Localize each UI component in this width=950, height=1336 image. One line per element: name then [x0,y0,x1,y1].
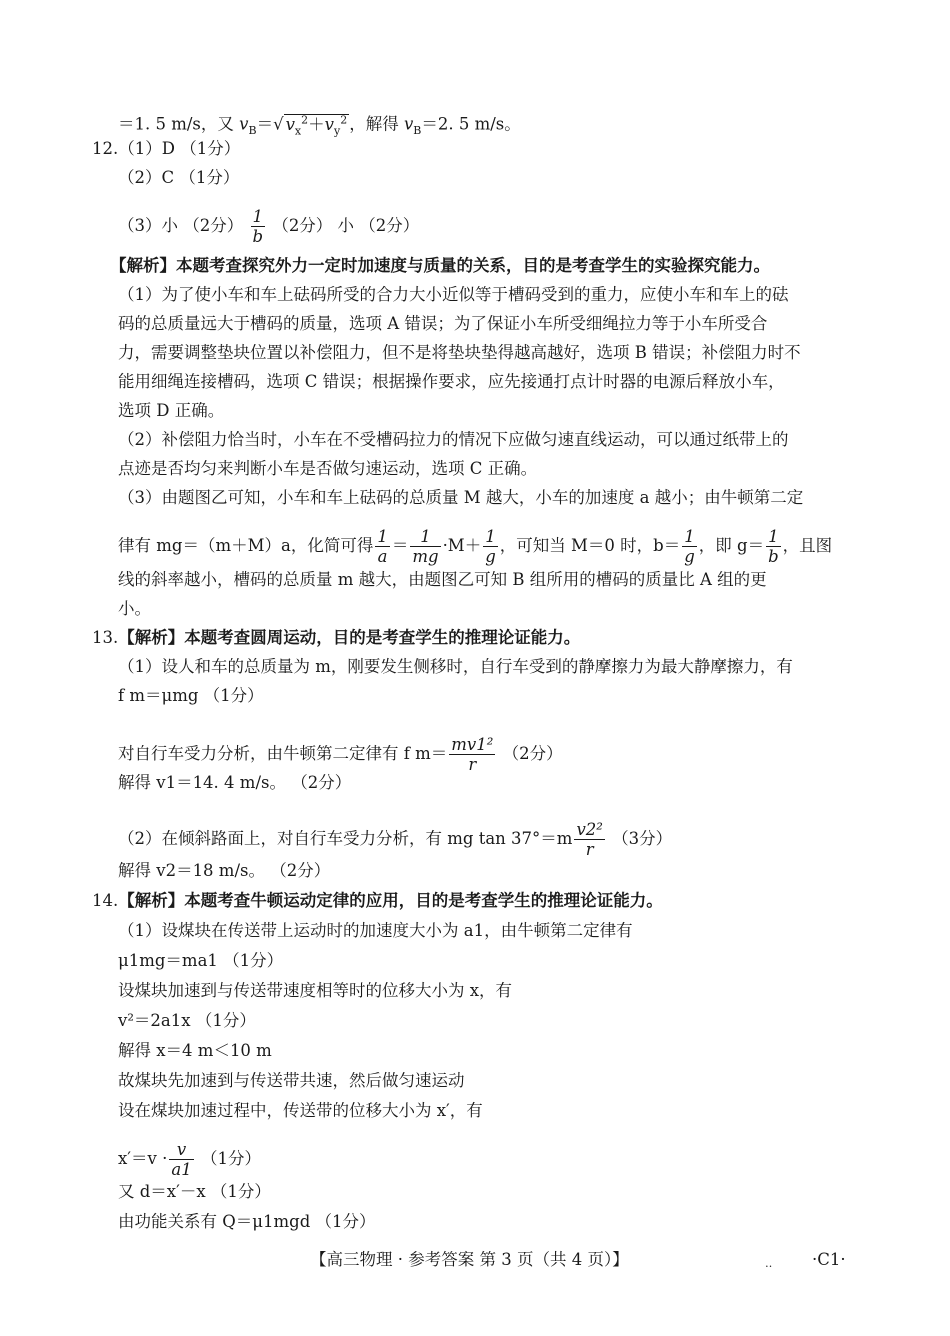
q14-l8-text: x′＝v · [118,1149,168,1168]
q11-text-a: ＝1. 5 m/s，又 [118,114,240,134]
q12-p1-line-2: 码的总质量远大于槽码的质量，选项 A 错误；为了保证小车所受细绳拉力等于小车所受合 [118,314,768,333]
q11-sub-B: B [248,123,257,137]
q11-text-b: ＝ [256,114,274,134]
footer-dash: ‥ [765,1257,773,1270]
q12-p1-line-4: 能用细绳连接槽码，选项 C 错误；根据操作要求，应先接通打点计时器的电源后释放小车， [118,372,785,391]
q14-analysis-label: 【解析】 [118,891,185,910]
q11-vx: v [285,114,295,134]
q11-sq-1: 2 [301,113,309,126]
q13-frac-2-den: r [585,840,594,859]
q13-line-4: 解得 v1＝14. 4 m/s。 （2分） [118,773,352,792]
q12-p3-line-1: （3）由题图乙可知，小车和车上砝码的总质量 M 越大，小车的加速度 a 越小；由牛顿第二定 [118,488,804,507]
q13-line-5 [118,820,672,859]
q14-analysis-text: 本题考查牛顿运动定律的应用，目的是考查学生的推理论证能力。 [184,891,663,910]
q12-p1-line-5: 选项 D 正确。 [118,401,225,420]
q14-line-5: 解得 x＝4 m＜10 m [118,1041,272,1060]
q11-vB: v [239,114,249,134]
q13-l3-text: 对自行车受力分析，由牛顿第二定律有 f m＝ [118,744,448,763]
q14-number: 14. [92,891,119,910]
q12-frac-1-den: a [377,547,388,566]
q13-heading [92,627,580,649]
q14-line-6: 故煤块先加速到与传送带共速，然后做匀速运动 [118,1071,465,1090]
q12-a3-den: b [252,227,264,246]
q14-frac-v-a1 [169,1140,193,1179]
q13-l3-score: （2分） [502,744,563,763]
q13-l5-score: （3分） [612,829,673,848]
q12-p2-line-2: 点迹是否均匀来判断小车是否做匀速运动，选项 C 正确。 [118,459,538,478]
q14-frac-den: a1 [171,1160,192,1179]
q12-analysis-text: 本题考查探究外力一定时加速度与质量的关系，目的是考查学生的实验探究能力。 [176,256,770,275]
q12-p3-text-e: ，即 g＝ [698,536,765,555]
q11-plus: ＋ [308,114,325,134]
q14-heading [92,890,663,912]
q13-frac-1-den: r [468,755,477,774]
q12-frac-3-num: 1 [483,527,498,547]
q12-frac-1-mg [410,527,440,566]
q12-answer-2: （2）C （1分） [118,168,240,187]
q12-p2-line-1: （2）补偿阻力恰当时，小车在不受槽码拉力的情况下应做匀速直线运动，可以通过纸带上的 [118,430,789,449]
q12-frac-4-den: g [684,547,695,566]
q12-p1-line-3: 力，需要调整垫块位置以补偿阻力，但不是将垫块垫得越高越好，选项 B 错误；补偿阻力时不 [118,343,801,362]
footer-title: 【高三物理 · 参考答案 第 3 页（共 4 页）】 [310,1250,629,1269]
q14-line-8 [118,1140,261,1179]
q13-frac-mv1-r [449,735,495,774]
q11-text-c: ，解得 [349,114,404,134]
q13-analysis-text: 本题考查圆周运动，目的是考查学生的推理论证能力。 [184,628,581,647]
q12-frac-4-num: 1 [682,527,697,547]
q14-line-3: 设煤块加速到与传送带速度相等时的位移大小为 x，有 [118,981,513,1000]
q12-frac-g-b [766,527,781,566]
q11-sub-B-2: B [413,123,422,137]
q11-text-d: ＝2. 5 m/s。 [421,114,521,134]
q14-l8-score: （1分） [200,1149,261,1168]
q13-line-3 [118,735,563,774]
q11-tail-line [118,109,521,142]
q12-a3-fraction [251,207,266,246]
q13-line-1: （1）设人和车的总质量为 m，刚要发生侧移时，自行车受到的静摩擦力为最大静摩擦力，有 [118,657,793,676]
q12-a3-pre: （3）小 （2分） [118,216,244,235]
q12-p3-line-4: 小。 [118,599,151,618]
q12-p3-text-c: ·M＋ [442,536,482,555]
q13-l5-text: （2）在倾斜路面上，对自行车受力分析，有 mg tan 37°＝m [118,829,573,848]
q12-frac-b-g [682,527,697,566]
q13-frac-v2-r [574,820,604,859]
q11-sub-x: x [294,123,302,137]
q14-frac-num: v [169,1140,193,1160]
q12-p3-line-3: 线的斜率越小，槽码的总质量 m 越大，由题图乙可知 B 组所用的槽码的质量比 A 组的更 [118,570,767,589]
q12-answer-1: 12.（1）D （1分） [92,139,241,158]
q12-p3-text-f: ，且图 [782,536,833,555]
q12-frac-5-den: b [768,547,779,566]
footer-mark: ·C1· [812,1250,846,1269]
q13-line-2: f m＝μmg （1分） [118,686,264,705]
q12-frac-1-a [375,527,390,566]
q11-vB-2: v [403,114,414,134]
q11-sqrt: √ $v_x^2+v_y^2$ [273,113,348,137]
q13-frac-2-num: v2² [576,820,603,839]
q13-number: 13. [92,628,119,647]
q14-line-2: μ1mg＝ma1 （1分） [118,951,284,970]
q12-p3-line-2 [118,527,832,566]
q13-line-6: 解得 v2＝18 m/s。 （2分） [118,861,331,880]
q12-a3-post: （2分） 小 （2分） [272,216,420,235]
q12-a3-num: 1 [251,207,266,227]
q14-line-10: 由功能关系有 Q＝μ1mgd （1分） [118,1212,376,1231]
q12-p3-text-b: ＝ [391,536,409,555]
q14-line-1: （1）设煤块在传送带上运动时的加速度大小为 a1，由牛顿第二定律有 [118,921,633,940]
q14-line-9: 又 d＝x′－x （1分） [118,1182,271,1201]
q12-p1-line-1: （1）为了使小车和车上砝码所受的合力大小近似等于槽码受到的重力，应使小车和车上的砝 [118,285,789,304]
q12-analysis-label: 【解析】 [110,256,176,275]
q11-sub-y: y [333,123,341,137]
q12-frac-1-num: 1 [377,527,388,546]
q12-p3-text-d: ，可知当 M＝0 时，b＝ [499,536,681,555]
q12-answer-3 [118,207,419,246]
q12-frac-3-den: g [485,547,496,566]
q14-line-4: v²＝2a1x （1分） [118,1011,256,1030]
q11-vy: v [324,114,334,134]
q12-analysis-heading [110,255,770,277]
q12-frac-2-num: 1 [410,527,440,547]
q12-p3-text-a: 律有 mg＝（m＋M）a，化简可得 [118,536,374,555]
q12-frac-2-den: mg [412,547,439,566]
q11-sq-2: 2 [340,113,348,126]
q13-frac-1-num: mv1² [451,735,494,754]
q14-line-7: 设在煤块加速过程中，传送带的位移大小为 x′，有 [118,1101,483,1120]
q12-frac-5-num: 1 [766,527,781,547]
q12-frac-1-g [483,527,498,566]
q13-analysis-label: 【解析】 [118,628,185,647]
